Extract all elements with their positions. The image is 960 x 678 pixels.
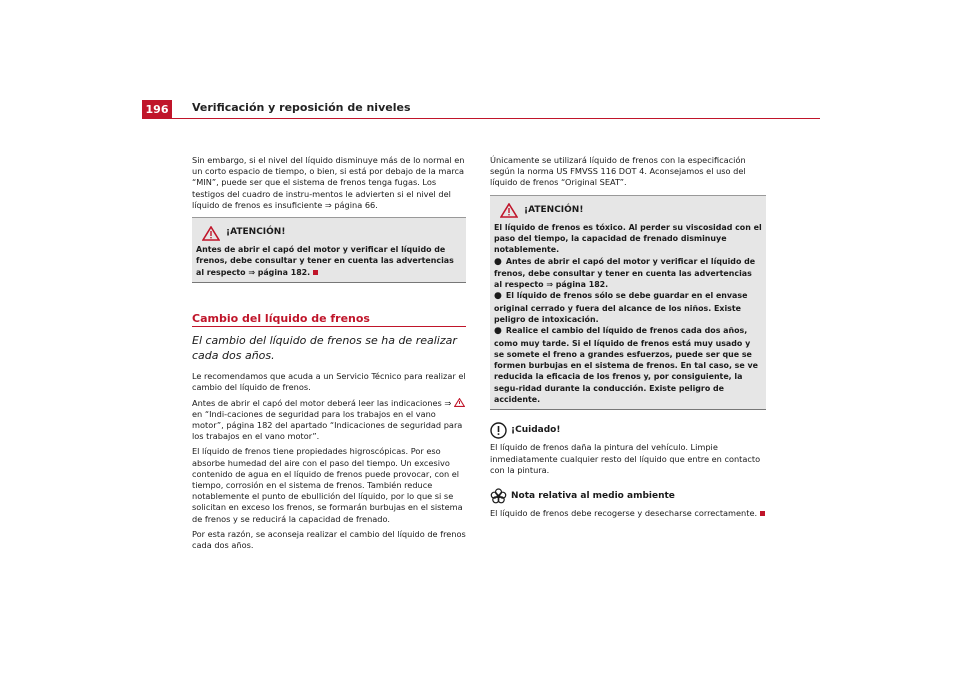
intro-paragraph: Sin embargo, si el nivel del líquido disminuye más de lo normal en un corto espacio de tiempo, o bien, si está por debajo de la marca “MIN”, puede ser que el sistema de frenos tenga fugas. Los testigos del cuadro de instru-mentos le advierten si el nivel del líquido de frenos es insuficiente ⇒ página 66.	[192, 155, 465, 210]
warning-box	[490, 195, 766, 411]
warning-box	[192, 217, 466, 283]
body-text: Antes de abrir el capó del motor deberá leer las indicaciones ⇒	[192, 397, 452, 408]
warning-bullet: ● El líquido de frenos sólo se debe guardar en el envase original cerrado y fuera del alcance de los niños. Existe peligro de intoxicación.	[494, 291, 748, 324]
warning-text: Antes de abrir el capó del motor y verificar el líquido de frenos, debe consultar y tener en cuenta las advertencias al respecto ⇒ página 182.	[196, 245, 454, 277]
body-paragraph: El líquido de frenos tiene propiedades higroscópicas. Por eso absorbe humedad del aire con el paso del tiempo. Un excesivo contenido de agua en el líquido de frenos puede provocar, con el tiempo, corrosión en el sistema de frenos. También reduce notablemente el punto de ebullición del líquido, por lo que si se solicitan en exceso los frenos, se formarán burbujas en el sistema de frenos y se reducirá la capacidad de frenado.	[192, 446, 463, 524]
warning-title: ¡ATENCIÓN!	[226, 227, 286, 238]
end-marker-icon	[760, 511, 765, 516]
warning-triangle-icon	[500, 203, 518, 218]
caution-text: El líquido de frenos daña la pintura del vehículo. Limpie inmediatamente cualquier resto del líquido que entre en contacto con la pintura.	[490, 442, 761, 475]
bullet-icon: ●	[494, 256, 502, 267]
caution-title: ¡Cuidado!	[511, 425, 561, 436]
section-divider	[192, 326, 466, 327]
warning-triangle-icon	[202, 226, 220, 241]
header-divider	[172, 118, 820, 119]
right-column	[490, 155, 766, 523]
page-header-title: Verificación y reposición de niveles	[192, 101, 411, 114]
environment-text: El líquido de frenos debe recogerse y desecharse correctamente.	[490, 507, 758, 518]
warning-title: ¡ATENCIÓN!	[524, 205, 584, 215]
body-paragraph: Por esta razón, se aconseja realizar el cambio del líquido de frenos cada dos años.	[192, 528, 466, 550]
warning-bullet: ● Realice el cambio del líquido de frenos cada dos años, como muy tarde. Si el líquido de frenos está muy usado y se somete el freno a grandes esfuerzos, puede ser que se formen burbujas en el sistema de frenos. En tal caso, se ve reducida la eficacia de los frenos y, por consiguiente, la segu-ridad durante la conducción. Existe peligro de accidente.	[494, 326, 758, 405]
environment-paragraph	[490, 508, 766, 519]
warning-text: El líquido de frenos es tóxico. Al perder su viscosidad con el paso del tiempo, la capacidad de frenado disminuye notablemente.	[494, 222, 762, 255]
environment-heading	[490, 488, 766, 505]
caution-heading	[490, 422, 766, 439]
flower-environment-icon	[490, 488, 507, 505]
section-title: Cambio del líquido de frenos	[192, 311, 370, 325]
page-number: 196	[142, 100, 172, 119]
warning-bullet: ● Antes de abrir el capó del motor y verificar el líquido de frenos, debe consultar y tener en cuenta las advertencias al respecto ⇒ página 182.	[494, 256, 756, 290]
bullet-icon: ●	[494, 326, 502, 337]
warning-triangle-icon	[454, 398, 465, 407]
exclamation-circle-icon	[490, 422, 507, 439]
environment-title: Nota relativa al medio ambiente	[511, 490, 675, 501]
section-subtitle: El cambio del líquido de frenos se ha de realizar cada dos años.	[192, 334, 457, 363]
body-paragraph: Le recomendamos que acuda a un Servicio Técnico para realizar el cambio del líquido de frenos.	[192, 371, 466, 393]
body-text: en “Indi-caciones de seguridad para los trabajos en el vano motor”, página 182 del apartado “Indicaciones de seguridad para los trabajos en el vano motor”.	[192, 408, 463, 442]
bullet-icon: ●	[494, 291, 502, 302]
left-column	[192, 155, 466, 555]
end-marker-icon	[313, 270, 318, 275]
intro-paragraph: Únicamente se utilizará líquido de frenos con la especificación según la norma US FMVSS 116 DOT 4. Aconsejamos el uso del líquido de frenos “Original SEAT”.	[490, 155, 746, 188]
body-paragraph	[192, 398, 466, 443]
